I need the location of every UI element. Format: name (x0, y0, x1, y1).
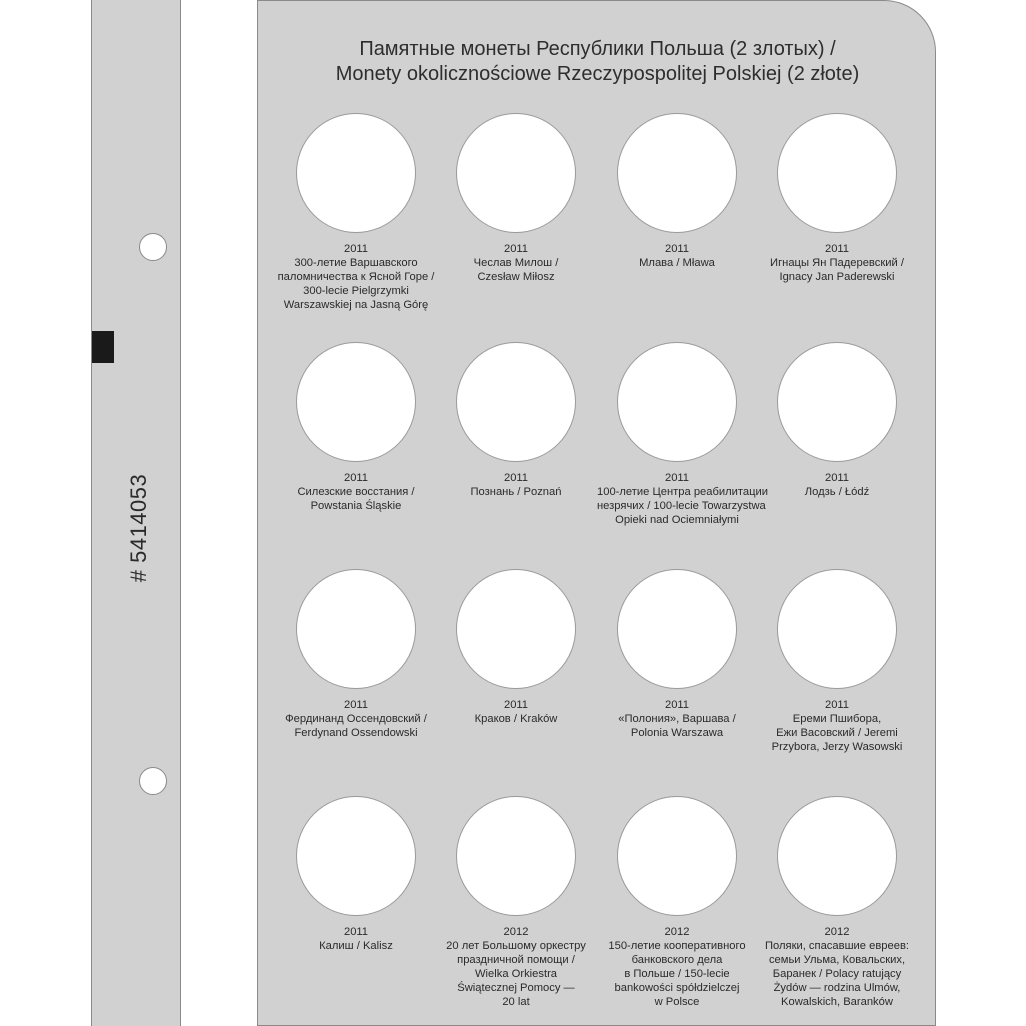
coin-name-line: Чеслав Милош / (473, 257, 559, 269)
coin-name-line: Фердинанд Оссендовский / (285, 713, 427, 725)
coin-name-line: Warszawskiej na Jasną Górę (283, 299, 429, 311)
coin-name-line: Лодзь / Łódź (804, 486, 870, 498)
coin-label (436, 925, 596, 1009)
catalog-number: # 5414053 (126, 473, 151, 583)
coin-name-line: 150-летие кооперативного (608, 940, 746, 952)
coin-holder-circle (296, 569, 416, 689)
coin-name-line: Поляки, спасавшие евреев: (764, 940, 910, 952)
coin-name-line: Czesław Miłosz (477, 271, 555, 283)
coin-name-line: Przybora, Jerzy Wasowski (771, 741, 903, 753)
coin-slot (276, 342, 436, 513)
coin-year: 2011 (664, 472, 690, 484)
coin-slot (597, 342, 769, 527)
coin-holder-circle (777, 342, 897, 462)
coin-slot (436, 342, 596, 499)
coin-name-line: 300-летие Варшавского (294, 257, 418, 269)
coin-year: 2012 (824, 926, 850, 938)
coin-label (276, 242, 436, 312)
coin-slot (276, 113, 436, 312)
coin-album-page (257, 0, 936, 1026)
coin-name-line: Познань / Poznań (470, 486, 562, 498)
coin-name-line: Kowalskich, Baranków (781, 996, 893, 1008)
coin-name-line: Świątecznej Pomocy — (457, 982, 575, 994)
coin-holder-circle (296, 796, 416, 916)
coin-year: 2011 (824, 243, 850, 255)
coin-name-line: w Polsce (654, 996, 700, 1008)
coin-holder-circle (777, 113, 897, 233)
coin-label (276, 698, 436, 740)
coin-holder-circle (617, 113, 737, 233)
coin-label (276, 471, 436, 513)
coin-holder-circle (296, 113, 416, 233)
coin-name-line: праздничной помощи / (457, 954, 575, 966)
coin-slot (757, 113, 917, 284)
coin-slot (757, 796, 917, 1009)
coin-name-line: банковского дела (631, 954, 723, 966)
coin-slot (436, 796, 596, 1009)
coin-name-line: 300-lecie Pielgrzymki (303, 285, 409, 297)
coin-slot (757, 569, 917, 754)
coin-holder-circle (456, 342, 576, 462)
coin-year: 2011 (503, 243, 529, 255)
coin-year: 2011 (503, 472, 529, 484)
coin-slot (597, 796, 757, 1009)
coin-slot (276, 796, 436, 953)
coin-holder-circle (456, 113, 576, 233)
title-russian: Памятные монеты Республики Польша (2 злотых) / (359, 38, 836, 60)
coin-name-line: 20 лет Большому оркестру (446, 940, 586, 952)
coin-slot (436, 569, 596, 726)
coin-label (436, 242, 596, 284)
coin-name-line: bankowości spółdzielczej (614, 982, 740, 994)
coin-holder-circle (456, 796, 576, 916)
coin-label (757, 471, 917, 499)
coin-holder-circle (296, 342, 416, 462)
coin-name-line: Żydów — rodzina Ulmów, (773, 982, 901, 994)
coin-holder-circle (617, 569, 737, 689)
coin-label (757, 242, 917, 284)
coin-holder-circle (617, 796, 737, 916)
coin-name-line: Powstania Śląskie (310, 500, 402, 512)
coin-year: 2011 (664, 699, 690, 711)
coin-year: 2012 (664, 926, 690, 938)
coin-name-line: паломничества к Ясной Горе / (277, 271, 435, 283)
binder-strip (91, 0, 181, 1026)
coin-holder-circle (456, 569, 576, 689)
coin-name-line: 20 lat (502, 996, 530, 1008)
coin-name-line: «Полония», Варшава / (618, 713, 736, 725)
coin-name-line: Баранек / Polacy ratujący (772, 968, 902, 980)
coin-name-line: Polonia Warszawa (630, 727, 724, 739)
coin-year: 2011 (343, 243, 369, 255)
coin-label (436, 698, 596, 726)
coin-year: 2011 (503, 699, 529, 711)
coin-label (597, 242, 757, 270)
coin-name-line: Ignacy Jan Paderewski (779, 271, 895, 283)
coin-year: 2011 (343, 699, 369, 711)
coin-slot (436, 113, 596, 284)
coin-year: 2011 (824, 699, 850, 711)
coin-year: 2011 (824, 472, 850, 484)
coin-name-line: семьи Ульма, Ковальских, (768, 954, 906, 966)
coin-name-line: 100-летие Центра реабилитации (597, 486, 769, 498)
punch-hole-top (139, 233, 167, 261)
coin-name-line: Силезские восстания / (297, 486, 415, 498)
coin-label (436, 471, 596, 499)
coin-slot (597, 113, 757, 270)
coin-label (757, 925, 917, 1009)
coin-year: 2011 (343, 472, 369, 484)
coin-slot (757, 342, 917, 499)
coin-name-line: Краков / Kraków (474, 713, 558, 725)
punch-hole-bottom (139, 767, 167, 795)
coin-name-line: незрячих / 100-lecie Towarzystwa (597, 500, 766, 512)
coin-name-line: Opieki nad Ociemniałymi (615, 514, 739, 526)
index-marker (92, 331, 114, 363)
coin-name-line: Ежи Васовский / Jeremi (776, 727, 898, 739)
coin-name-line: Ереми Пшибора, (792, 713, 882, 725)
coin-name-line: Игнацы Ян Падеревский / (770, 257, 904, 269)
coin-name-line: Ferdynand Ossendowski (294, 727, 418, 739)
coin-year: 2011 (343, 926, 369, 938)
coin-name-line: Wielka Orkiestra (474, 968, 558, 980)
coin-label (597, 925, 757, 1009)
coin-holder-circle (777, 569, 897, 689)
coin-holder-circle (617, 342, 737, 462)
coin-holder-circle (777, 796, 897, 916)
coin-label (276, 925, 436, 953)
coin-label (597, 698, 757, 740)
coin-name-line: Калиш / Kalisz (319, 940, 393, 952)
coin-name-line: в Польше / 150-lecie (624, 968, 730, 980)
coin-label (597, 471, 769, 527)
coin-slot (597, 569, 757, 740)
coin-label (757, 698, 917, 754)
coin-year: 2011 (664, 243, 690, 255)
coin-slot (276, 569, 436, 740)
page-title (258, 37, 937, 87)
coin-year: 2012 (503, 926, 529, 938)
coin-name-line: Млава / Mława (639, 257, 715, 269)
title-polish: Monety okolicznościowe Rzeczypospolitej Polskiej (2 złote) (335, 63, 860, 85)
